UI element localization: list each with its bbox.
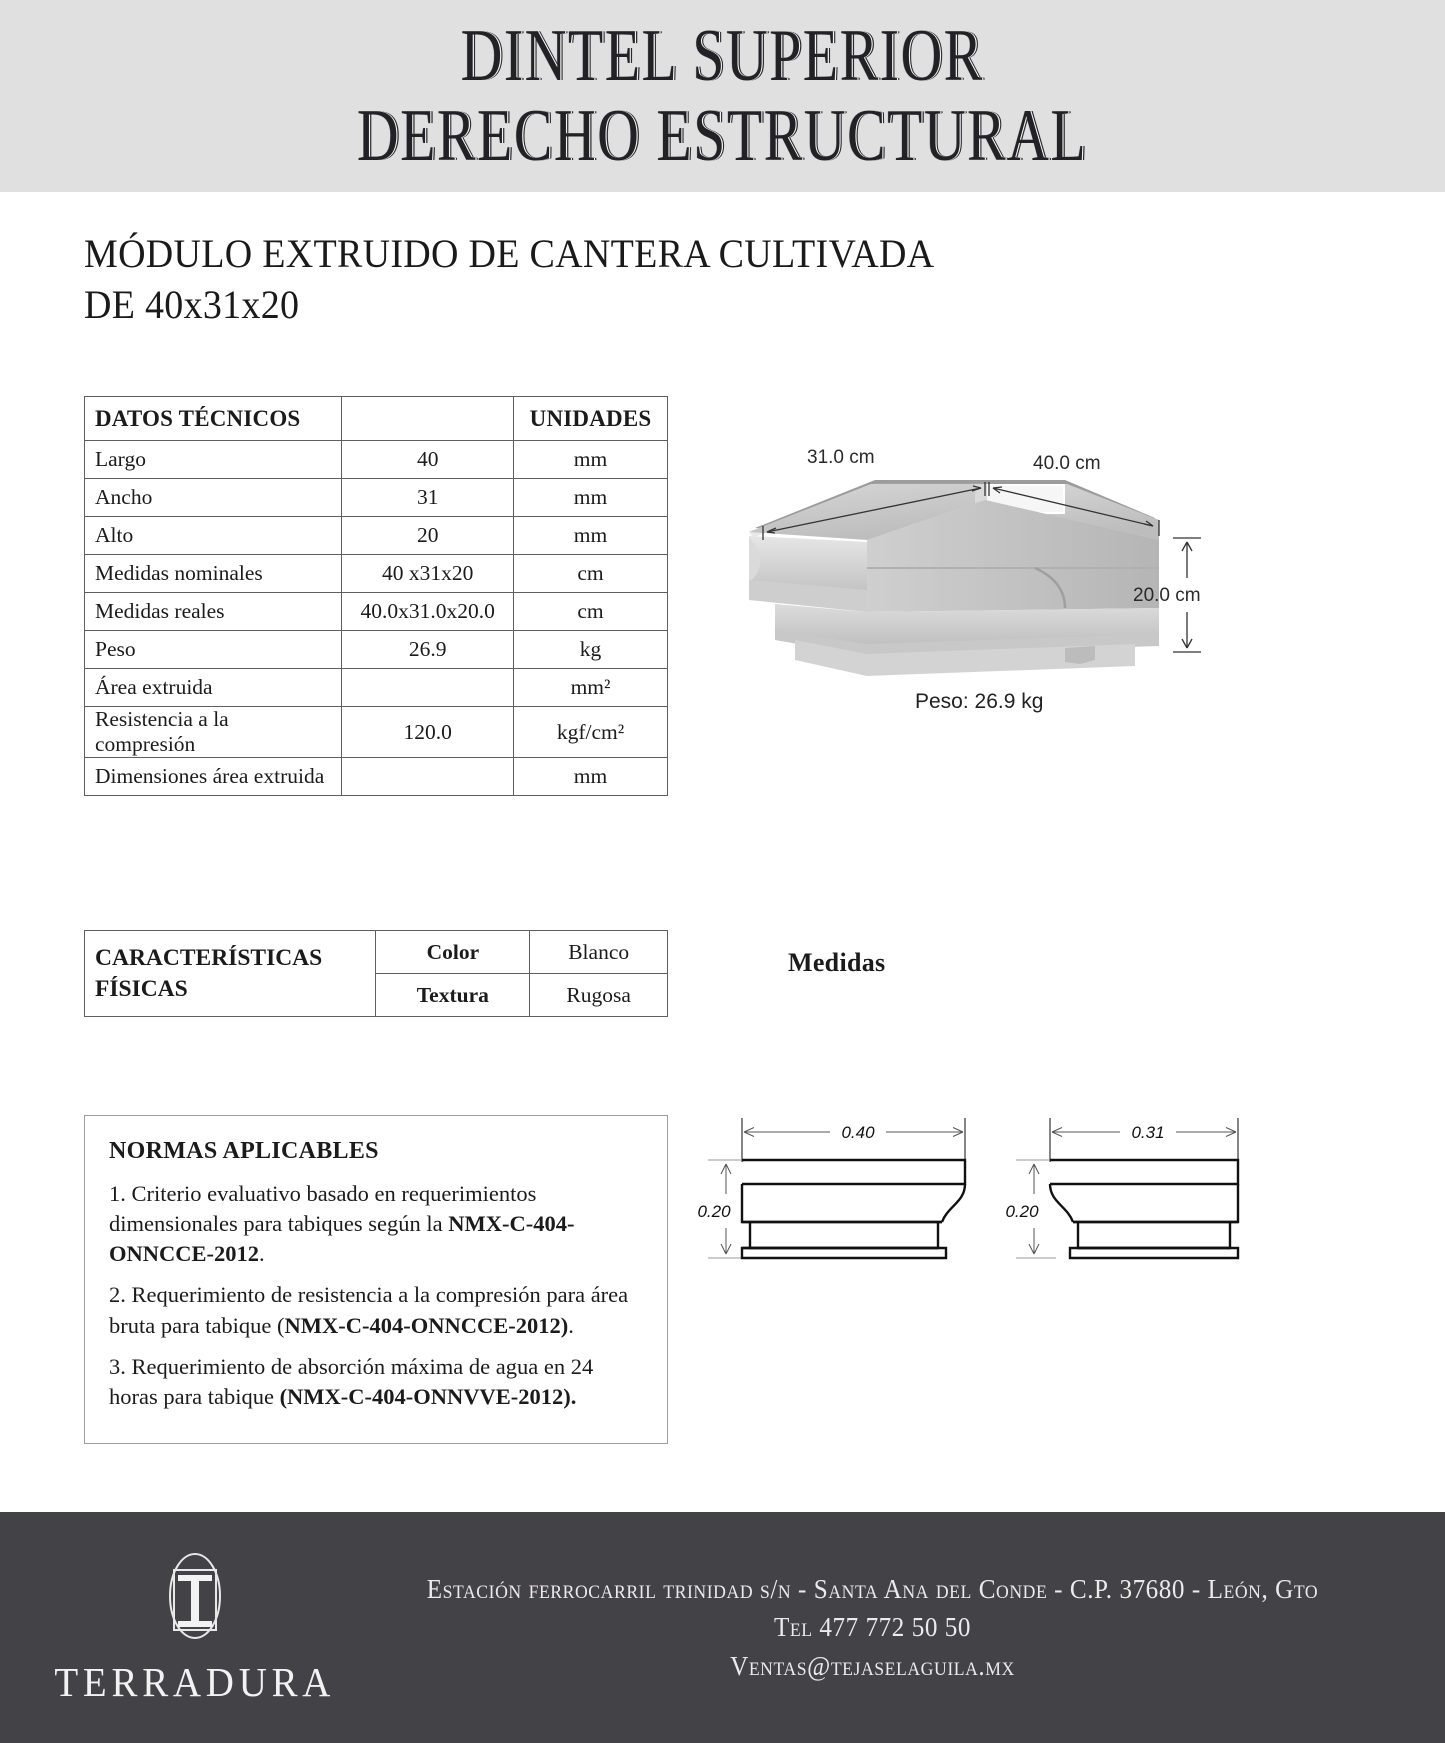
row-label: Dimensiones área extruida [85, 758, 342, 796]
medidas-drawings-svg [690, 1090, 1270, 1320]
footer-email: Ventas@tejaselaguila.mx [730, 1650, 1015, 1681]
normas-title: NORMAS APLICABLES [109, 1138, 379, 1164]
dimension-text-left-height: 0.20 [697, 1202, 731, 1221]
row-value: 31 [342, 479, 514, 517]
row-value: 120.0 [342, 707, 514, 758]
page-title-line-2: DERECHO ESTRUCTURAL [357, 95, 1088, 177]
footer-phone: Tel 477 772 50 50 [773, 1612, 972, 1643]
product-weight-caption: Peso: 26.9 kg [915, 690, 1044, 713]
row-label: Peso [85, 631, 342, 669]
company-name: TERRADURA [54, 1658, 336, 1705]
row-unit: kg [514, 631, 668, 669]
row-label: Medidas nominales [85, 555, 342, 593]
characteristics-heading: CARACTERÍSTICAS FÍSICAS [85, 931, 376, 1017]
normas-item-text: 2. Requerimiento de resistencia a la compresión para área bruta para tabique ( [109, 1282, 629, 1338]
product-subtitle-line-1: MÓDULO EXTRUIDO DE CANTERA CULTIVADA [84, 231, 935, 276]
table-header-row [85, 397, 668, 441]
row-value [342, 669, 514, 707]
row-unit: mm² [514, 669, 668, 707]
column-header-label: DATOS TÉCNICOS [85, 397, 342, 441]
table-row [85, 758, 668, 796]
dimension-label-depth: 31.0 cm [807, 447, 875, 468]
row-unit: cm [514, 555, 668, 593]
normas-item-standard: (NMX-C-404-ONNVVE-2012). [279, 1383, 577, 1409]
row-value: 40 [342, 441, 514, 479]
product-photo-with-dimensions [735, 440, 1235, 730]
normas-item-text: 1. Criterio evaluativo basado en requerimientos dimensionales para tabiques según la [109, 1181, 537, 1237]
profile-drawing-left [697, 1118, 965, 1258]
footer-contact-info [360, 1570, 1445, 1685]
table-row [85, 631, 668, 669]
row-value [342, 758, 514, 796]
company-logo [30, 1550, 360, 1706]
table-row [85, 669, 668, 707]
row-unit: cm [514, 593, 668, 631]
table-row [85, 593, 668, 631]
row-unit: mm [514, 441, 668, 479]
column-header-unit: UNIDADES [514, 397, 668, 441]
normas-item-suffix: . [568, 1312, 574, 1338]
row-label: Medidas reales [85, 593, 342, 631]
terradura-logo-icon [157, 1550, 233, 1654]
normas-item-text: 3. Requerimiento de absorción máxima de agua en 24 horas para tabique [109, 1353, 594, 1409]
row-value: 26.9 [342, 631, 514, 669]
dimension-label-height: 20.0 cm [1133, 585, 1201, 606]
normas-item [109, 1179, 645, 1269]
profile-drawing-right [1005, 1118, 1238, 1258]
dimension-text-right-width: 0.31 [1131, 1123, 1165, 1142]
medidas-drawings [690, 1090, 1270, 1320]
table-row [85, 479, 668, 517]
table-row [85, 707, 668, 758]
row-unit: mm [514, 758, 668, 796]
row-unit: mm [514, 517, 668, 555]
characteristic-value: Blanco [530, 931, 668, 974]
product-subtitle [84, 228, 1034, 330]
footer [0, 1512, 1445, 1743]
product-subtitle-line-2: DE 40x31x20 [84, 282, 300, 328]
characteristic-key: Textura [376, 974, 530, 1017]
normas-item-standard: NMX-C-404-ONNCCE-2012 [109, 1211, 575, 1267]
row-value: 40.0x31.0x20.0 [342, 593, 514, 631]
page-title-line-1: DINTEL SUPERIOR [460, 14, 985, 97]
technical-data-table [84, 396, 668, 796]
normas-aplicables-box [84, 1115, 668, 1444]
row-unit: mm [514, 479, 668, 517]
characteristic-key: Color [376, 931, 530, 974]
dimension-label-width: 40.0 cm [1033, 453, 1101, 474]
medidas-section-title: Medidas [788, 948, 886, 977]
row-label: Largo [85, 441, 342, 479]
row-unit: kgf/cm² [514, 707, 668, 758]
row-value: 40 x31x20 [342, 555, 514, 593]
table-row [85, 931, 668, 974]
normas-item-standard: NMX-C-404-ONNCCE-2012) [284, 1312, 569, 1338]
table-row [85, 441, 668, 479]
dimension-text-right-height: 0.20 [1005, 1202, 1039, 1221]
row-label: Ancho [85, 479, 342, 517]
row-label: Área extruida [85, 669, 342, 707]
row-value: 20 [342, 517, 514, 555]
physical-characteristics-table [84, 930, 668, 1017]
normas-item [109, 1280, 645, 1340]
table-row [85, 517, 668, 555]
table-row [85, 555, 668, 593]
header-banner [0, 0, 1445, 192]
row-label: Alto [85, 517, 342, 555]
row-label: Resistencia a la compresión [85, 707, 342, 758]
footer-address: Estación ferrocarril trinidad s/n - Santa Ana del Conde - C.P. 37680 - León, Gto [426, 1574, 1319, 1604]
normas-item [109, 1352, 645, 1412]
dimension-text-left-width: 0.40 [841, 1123, 875, 1142]
characteristic-value: Rugosa [530, 974, 668, 1017]
column-header-value [342, 397, 514, 441]
normas-item-suffix: . [259, 1241, 265, 1267]
